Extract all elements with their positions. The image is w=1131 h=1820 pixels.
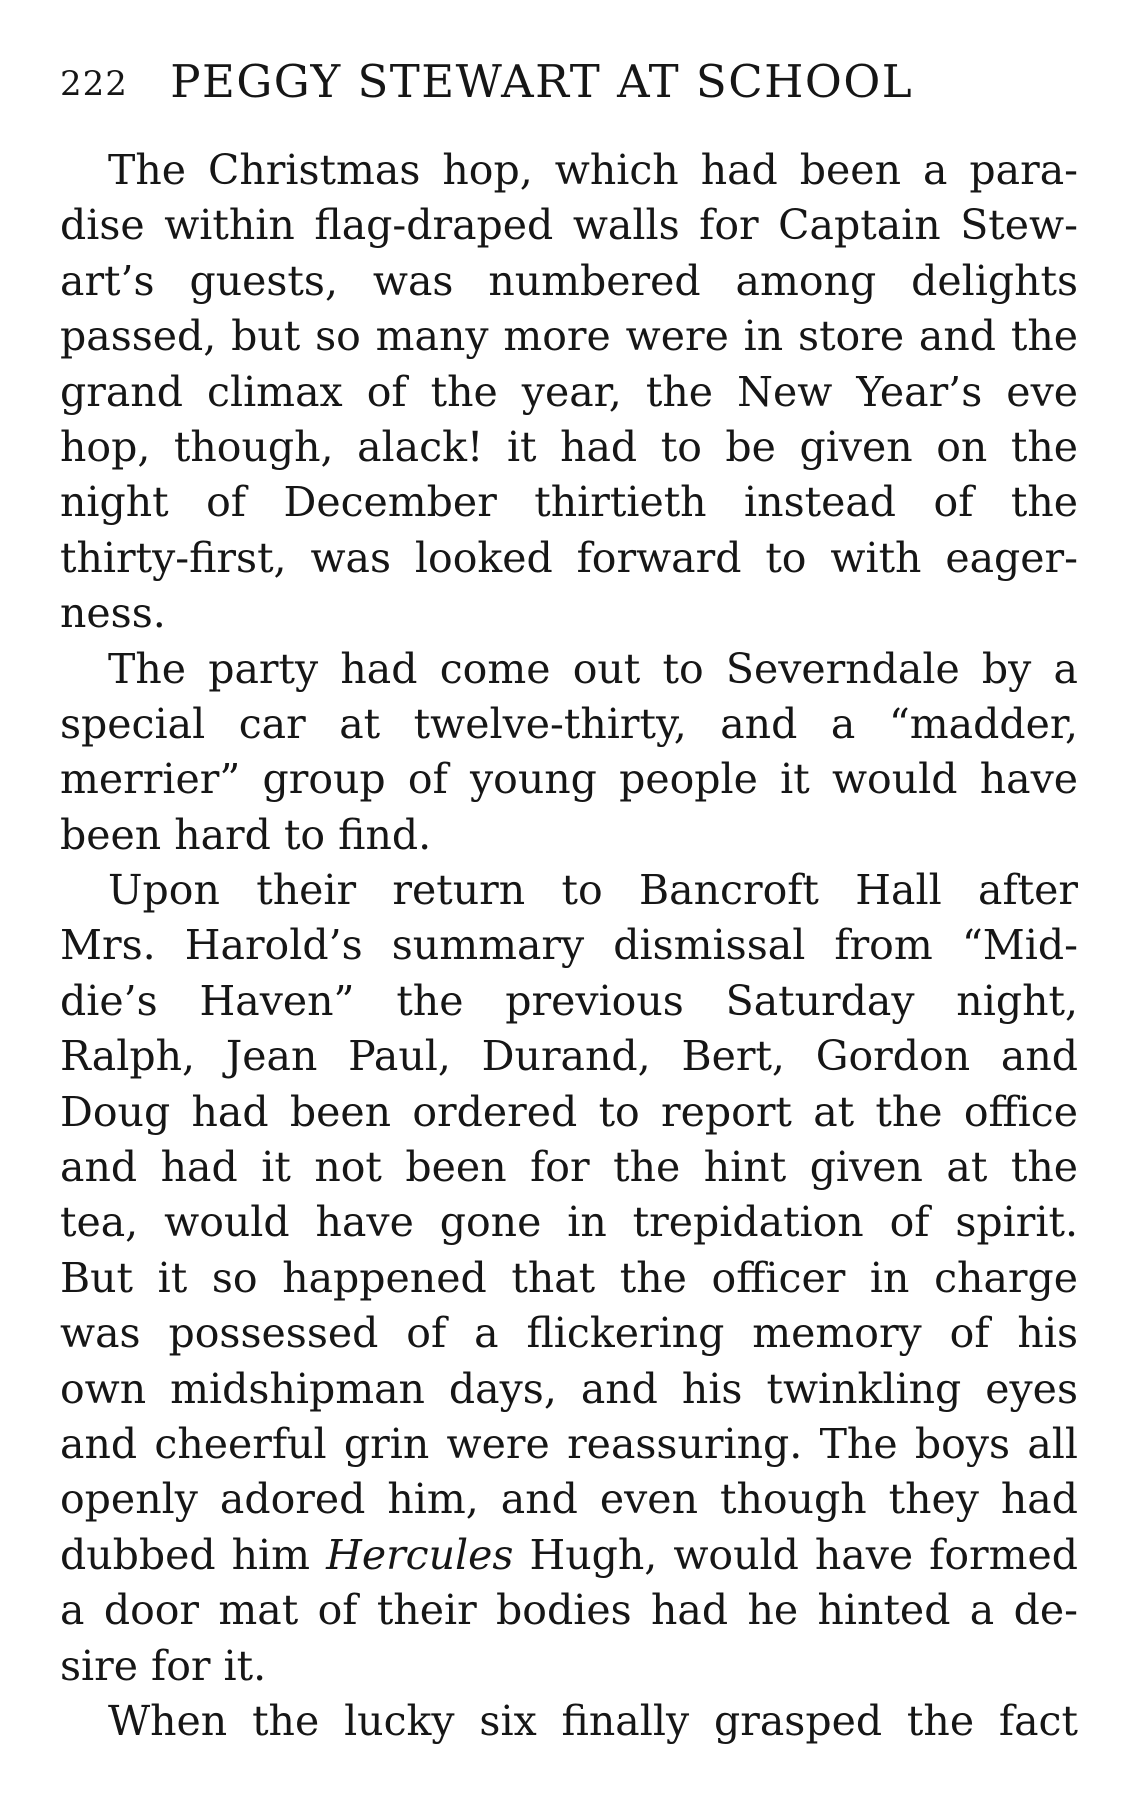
text-line: a door mat of their bodies had he hinted a de- xyxy=(60,1586,1078,1635)
text-segment: dubbed him xyxy=(60,1530,327,1579)
text-line: Ralph, Jean Paul, Durand, Bert, Gordon and xyxy=(60,1032,1078,1081)
text-line: and had it not been for the hint given at the xyxy=(60,1143,1078,1192)
text-line: ness. xyxy=(60,589,166,638)
text-line: Upon their return to Bancroft Hall after xyxy=(108,866,1078,915)
text-line: die’s Haven” the previous Saturday night, xyxy=(60,976,1078,1025)
text-line: was possessed of a flickering memory of his xyxy=(60,1309,1078,1358)
running-header xyxy=(60,52,913,112)
text-line: grand climax of the year, the New Year’s eve xyxy=(60,367,1078,416)
text-line: The Christmas hop, which had been a para- xyxy=(108,146,1078,194)
paragraph-bancroft-hall xyxy=(60,863,1078,1694)
paragraph-party-arrival xyxy=(60,642,1078,864)
text-line: art’s guests, was numbered among delights xyxy=(60,256,1078,305)
text-segment: Hugh, would have formed xyxy=(513,1530,1078,1579)
text-line: Mrs. Harold’s summary dismissal from “Mid- xyxy=(60,921,1078,970)
text-line: The party had come out to Severndale by a xyxy=(108,644,1078,693)
paragraph-lucky-six xyxy=(60,1694,1078,1749)
text-line: merrier” group of young people it would have xyxy=(60,755,1078,804)
text-line: But it so happened that the officer in charge xyxy=(60,1253,1078,1302)
text-line-with-italic xyxy=(60,1528,1078,1583)
paragraph-christmas-hop xyxy=(60,143,1078,642)
running-title: PEGGY STEWART AT SCHOOL xyxy=(170,55,914,108)
text-line: sire for it. xyxy=(60,1641,267,1690)
text-line: tea, would have gone in trepidation of spirit. xyxy=(60,1198,1078,1247)
text-line: openly adored him, and even though they had xyxy=(60,1475,1078,1524)
text-line: Doug had been ordered to report at the office xyxy=(60,1087,1078,1136)
text-line: When the lucky six finally grasped the fact xyxy=(108,1696,1078,1745)
text-line: hop, though, alack! it had to be given on the xyxy=(60,422,1078,471)
text-line: passed, but so many more were in store and the xyxy=(60,312,1078,361)
text-line: been hard to find. xyxy=(60,810,432,859)
text-line: dise within flag-draped walls for Captain Stew- xyxy=(60,201,1078,250)
text-line: night of December thirtieth instead of the xyxy=(60,478,1078,527)
page-text xyxy=(60,143,1078,1749)
text-line: special car at twelve-thirty, and a “madder, xyxy=(60,699,1078,748)
text-line: own midshipman days, and his twinkling eyes xyxy=(60,1364,1078,1413)
text-line: and cheerful grin were reassuring. The boys all xyxy=(60,1419,1078,1468)
text-line: thirty-first, was looked forward to with eager- xyxy=(60,533,1078,582)
italic-name: Hercules xyxy=(326,1530,514,1579)
page-number: 222 xyxy=(60,64,128,104)
